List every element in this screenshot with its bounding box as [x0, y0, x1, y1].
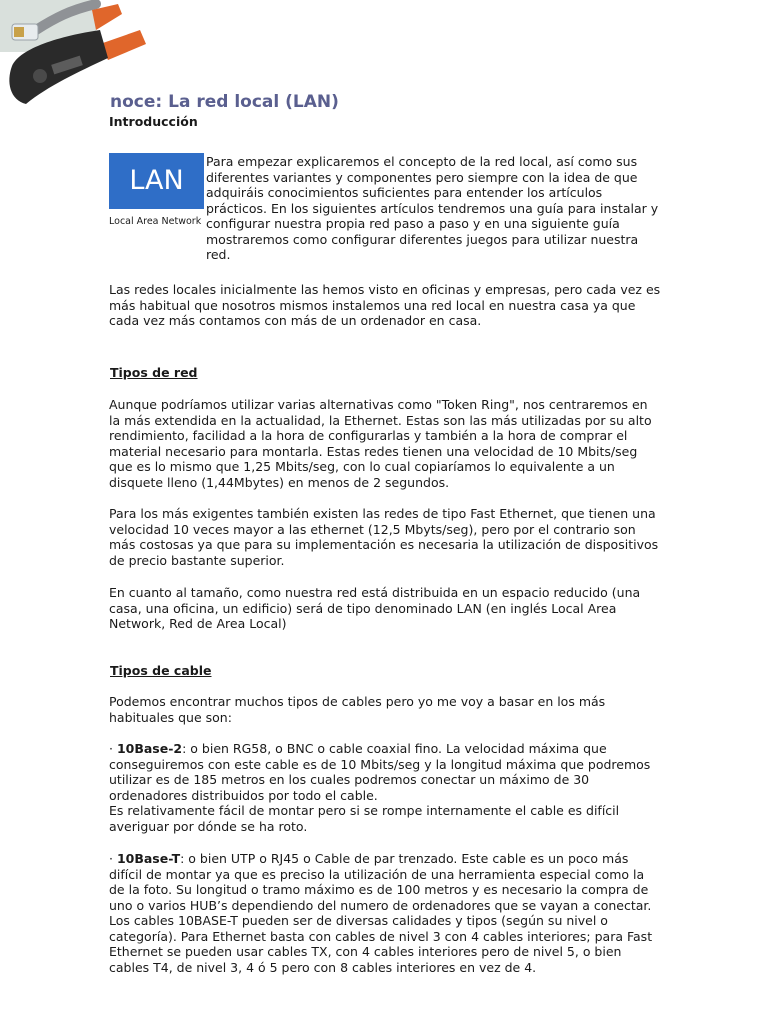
lan-logo-caption: Local Area Network — [109, 216, 202, 227]
red-paragraph-1: Aunque podríamos utilizar varias alternativas como "Token Ring", nos centraremos en la más extendida en la actualidad, la Ethernet. Estas son las más utilizadas por su alto rendimiento, facilidad a la hora de configurarlas y también a la hora de comprar el material necesario para montarla. Estas redes tienen una velocidad de 10 Mbits/seg que es lo mismo que 1,25 Mbits/seg, con lo cual copiaríamos lo equivalente a un disquete lleno (1,44Mbytes) en menos de 2 segundos. — [109, 397, 652, 490]
cable-term-10base2: 10Base-2 — [116, 741, 183, 756]
cable-text-10baset: : o bien UTP o RJ45 o Cable de par trenzado. Este cable es un poco más difícil de montar ya que es preciso la utilización de una herramienta especial como la de la foto. Su longitud o tramo máximo es de 100 metros y es necesario la compra de uno o varios HUB’s dependiendo del numero de ordenadores que se vayan a conectar. — [109, 851, 652, 913]
cable-paragraph-1: Podemos encontrar muchos tipos de cables pero yo me voy a basar en los más habituales que son: — [109, 694, 606, 725]
cable-term-10baset: 10Base-T — [116, 851, 181, 866]
intro-paragraph: Para empezar explicaremos el concepto de la red local, así como sus diferentes variantes y componentes pero siempre con la idea de que adquiráis conocimientos suficientes para entender los artículos prácticos. En los siguientes artículos tendremos una guía para instalar y configurar nuestra propia red paso a paso y en una siguiente guía mostraremos como configurar diferentes juegos para utilizar nuestra red. — [206, 154, 659, 262]
paragraph-2: Las redes locales inicialmente las hemos visto en oficinas y empresas, pero cada vez es más habitual que nosotros mismos instalemos una red local en nuestra casa ya que cada vez más contamos con más de un ordenador en casa. — [109, 282, 661, 328]
page-title: noce: La red local (LAN) — [110, 92, 339, 112]
cable-text-10base2: : o bien RG58, o BNC o cable coaxial fino. La velocidad máxima que conseguiremos con este cable es de 10 Mbits/seg y la longitud máxima que podremos utilizar es de 185 metros en los cuales podremos conectar un máximo de 30 ordenadores distribuidos por todo el cable. — [109, 741, 651, 803]
red-paragraph-2: Para los más exigentes también existen las redes de tipo Fast Ethernet, que tienen una velocidad 10 veces mayor a las ethernet (12,5 Mbyts/seg), pero por el contrario son más costosas ya que para su implementación es necesaria la utilización de dispositivos de precio bastante superior. — [109, 506, 659, 568]
cable-text-10base2-extra: Es relativamente fácil de montar pero si se rompe internamente el cable es difícil averiguar por dónde se ha roto. — [109, 803, 620, 834]
cable-text-10baset-extra: Los cables 10BASE-T pueden ser de diversas calidades y tipos (según su nivel o categoría). Para Ethernet basta con cables de nivel 3 con 4 cables interiores; para Fast Ethernet se pueden usar cables TX, con 4 cables interiores pero de nivel 5, o bien cables T4, de nivel 3, 4 ó 5 pero con 8 cables interiores en vez de 4. — [109, 913, 653, 975]
section-heading-cable: Tipos de cable — [110, 663, 212, 678]
intro-paragraph-part — [206, 154, 662, 263]
bullet-prefix: · — [109, 741, 117, 756]
section-heading-red: Tipos de red — [110, 365, 198, 380]
lan-logo: LAN — [109, 153, 204, 209]
cable-item-10base2 — [109, 741, 661, 834]
intro-heading: Introducción — [109, 114, 198, 129]
cable-item-10baset — [109, 851, 661, 975]
red-paragraph-3: En cuanto al tamaño, como nuestra red está distribuida en un espacio reducido (una casa, una oficina, un edificio) será de tipo denominado LAN (en inglés Local Area Network, Red de Area Local) — [109, 585, 641, 631]
bullet-prefix: · — [109, 851, 117, 866]
